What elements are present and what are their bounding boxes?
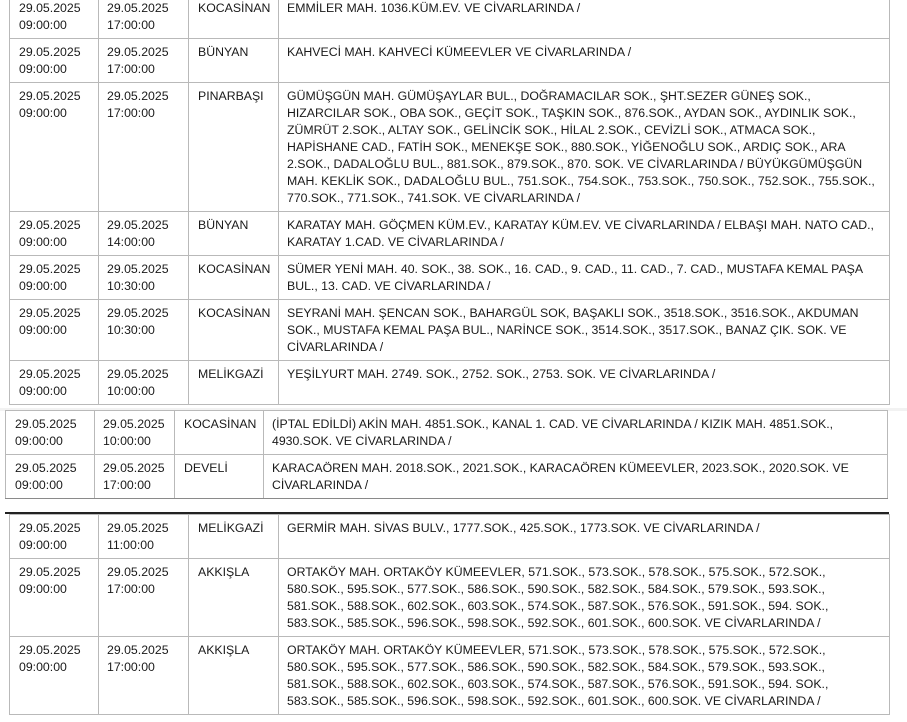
district-cell: KOCASİNAN	[189, 0, 279, 39]
end-date: 29.05.2025	[107, 367, 169, 381]
end-time: 17:00:00	[107, 106, 155, 120]
table-row	[10, 637, 890, 715]
start-cell	[10, 637, 99, 715]
start-time: 09:00:00	[19, 106, 67, 120]
address-cell: KARACAÖREN MAH. 2018.SOK., 2021.SOK., KARACAÖREN KÜMEEVLER, 2023.SOK., 2020.SOK. VE CİVARLARINDA /	[264, 455, 888, 499]
address-cell: YEŞİLYURT MAH. 2749. SOK., 2752. SOK., 2753. SOK. VE CİVARLARINDA /	[279, 361, 890, 405]
district-cell: KOCASİNAN	[189, 300, 279, 361]
end-date: 29.05.2025	[103, 461, 165, 475]
table-row	[10, 559, 890, 637]
district-cell: AKKIŞLA	[189, 559, 279, 637]
end-date: 29.05.2025	[107, 89, 169, 103]
start-date: 29.05.2025	[15, 417, 77, 431]
end-cell	[95, 455, 175, 499]
address-cell: KAHVECİ MAH. KAHVECİ KÜMEEVLER VE CİVARLARINDA /	[279, 39, 890, 83]
end-cell	[99, 637, 189, 715]
table-row	[10, 39, 890, 83]
start-date: 29.05.2025	[19, 218, 81, 232]
end-time: 10:00:00	[103, 434, 151, 448]
end-cell	[99, 361, 189, 405]
start-time: 09:00:00	[19, 582, 67, 596]
end-time: 17:00:00	[107, 62, 155, 76]
end-cell	[99, 256, 189, 300]
end-date: 29.05.2025	[107, 1, 169, 15]
start-cell	[10, 39, 99, 83]
table-row	[6, 411, 888, 455]
start-cell	[10, 83, 99, 212]
district-cell: BÜNYAN	[189, 212, 279, 256]
end-date: 29.05.2025	[107, 262, 169, 276]
end-cell	[99, 559, 189, 637]
address-cell: KARATAY MAH. GÖÇMEN KÜM.EV., KARATAY KÜM.EV. VE CİVARLARINDA / ELBAŞI MAH. NATO CAD., KARATAY 1.CAD. VE CİVARLARINDA /	[279, 212, 890, 256]
end-cell	[99, 300, 189, 361]
district-cell: KOCASİNAN	[189, 256, 279, 300]
start-cell	[10, 361, 99, 405]
table-row	[10, 0, 890, 39]
address-cell: GERMİR MAH. SİVAS BULV., 1777.SOK., 425.SOK., 1773.SOK. VE CİVARLARINDA /	[279, 515, 890, 559]
end-cell	[95, 411, 175, 455]
end-time: 10:30:00	[107, 279, 155, 293]
end-date: 29.05.2025	[107, 218, 169, 232]
end-date: 29.05.2025	[107, 45, 169, 59]
start-time: 09:00:00	[19, 18, 67, 32]
end-date: 29.05.2025	[107, 643, 169, 657]
end-cell	[99, 212, 189, 256]
start-time: 09:00:00	[19, 323, 67, 337]
district-cell: DEVELİ	[175, 455, 264, 499]
address-cell: (İPTAL EDİLDİ) AKİN MAH. 4851.SOK., KANAL 1. CAD. VE CİVARLARINDA / KIZIK MAH. 4851.SOK., 4930.SOK. VE CİVARLARINDA /	[264, 411, 888, 455]
table-row	[6, 455, 888, 499]
start-time: 09:00:00	[19, 62, 67, 76]
start-date: 29.05.2025	[15, 461, 77, 475]
address-cell: GÜMÜŞGÜN MAH. GÜMÜŞAYLAR BUL., DOĞRAMACILAR SOK., ŞHT.SEZER GÜNEŞ SOK., HIZARCILAR SOK., OBA SOK., GEÇİT SOK., TAŞKIN SOK., 876.SOK., AYDAN SOK., AYDINLIK SOK., ZÜMRÜT 2.SOK., ALTAY SOK., GELİNCİK SOK., HİLAL 2.SOK., CEVİZLİ SOK., ATMACA SOK., HAPİSHANE CAD., FATİH SOK., MENEKŞE SOK., 880.SOK., YİĞENOĞLU SOK., ARDIÇ SOK., ARA 2.SOK., DADALOĞLU BUL., 881.SOK., 879.SOK., 870. SOK. VE CİVARLARINDA / BÜYÜKGÜMÜŞGÜN MAH. KEKLİK SOK., DADALOĞLU BUL., 751.SOK., 754.SOK., 753.SOK., 750.SOK., 752.SOK., 755.SOK., 770.SOK., 771.SOK., 741.SOK. VE CİVARLARINDA /	[279, 83, 890, 212]
start-date: 29.05.2025	[19, 45, 81, 59]
end-cell	[99, 515, 189, 559]
outage-table-part-2	[5, 410, 888, 499]
district-cell: KOCASİNAN	[175, 411, 264, 455]
end-time: 17:00:00	[107, 582, 155, 596]
start-date: 29.05.2025	[19, 306, 81, 320]
table-row	[10, 83, 890, 212]
start-date: 29.05.2025	[19, 521, 81, 535]
end-time: 10:00:00	[107, 384, 155, 398]
end-date: 29.05.2025	[103, 417, 165, 431]
outage-table-part-1	[9, 0, 890, 405]
address-cell: SÜMER YENİ MAH. 40. SOK., 38. SOK., 16. CAD., 9. CAD., 11. CAD., 7. CAD., MUSTAFA KEMAL PAŞA BUL., 13. CAD. VE CİVARLARINDA /	[279, 256, 890, 300]
address-cell: ORTAKÖY MAH. ORTAKÖY KÜMEEVLER, 571.SOK., 573.SOK., 578.SOK., 575.SOK., 572.SOK., 580.SOK., 595.SOK., 577.SOK., 586.SOK., 590.SOK., 582.SOK., 584.SOK., 579.SOK., 593.SOK., 581.SOK., 588.SOK., 602.SOK., 603.SOK., 574.SOK., 587.SOK., 576.SOK., 591.SOK., 594. SOK., 583.SOK., 585.SOK., 596.SOK., 598.SOK., 592.SOK., 601.SOK., 600.SOK. VE CİVARLARINDA /	[279, 559, 890, 637]
start-date: 29.05.2025	[19, 643, 81, 657]
start-cell	[6, 411, 95, 455]
start-date: 29.05.2025	[19, 367, 81, 381]
district-cell: AKKIŞLA	[189, 637, 279, 715]
end-cell	[99, 0, 189, 39]
end-time: 14:00:00	[107, 235, 155, 249]
start-time: 09:00:00	[15, 434, 63, 448]
start-time: 09:00:00	[19, 384, 67, 398]
start-time: 09:00:00	[19, 235, 67, 249]
end-cell	[99, 39, 189, 83]
table-row	[10, 256, 890, 300]
start-cell	[10, 256, 99, 300]
end-time: 17:00:00	[107, 18, 155, 32]
address-cell: SEYRANİ MAH. ŞENCAN SOK., BAHARGÜL SOK, BAŞAKLI SOK., 3518.SOK., 3516.SOK., AKDUMAN SOK., MUSTAFA KEMAL PAŞA BUL., NARİNCE SOK., 3514.SOK., 3517.SOK., BANAZ ÇIK. SOK. VE CİVARLARINDA /	[279, 300, 890, 361]
start-time: 09:00:00	[15, 478, 63, 492]
end-date: 29.05.2025	[107, 306, 169, 320]
table-row	[10, 515, 890, 559]
outage-table-part-3	[9, 514, 890, 715]
district-cell: MELİKGAZİ	[189, 515, 279, 559]
end-time: 10:30:00	[107, 323, 155, 337]
table-row	[10, 361, 890, 405]
start-date: 29.05.2025	[19, 565, 81, 579]
start-time: 09:00:00	[19, 660, 67, 674]
start-cell	[10, 300, 99, 361]
end-time: 11:00:00	[107, 538, 154, 552]
end-time: 17:00:00	[103, 478, 151, 492]
end-date: 29.05.2025	[107, 521, 169, 535]
start-date: 29.05.2025	[19, 89, 81, 103]
end-cell	[99, 83, 189, 212]
table-row	[10, 300, 890, 361]
start-cell	[10, 212, 99, 256]
end-date: 29.05.2025	[107, 565, 169, 579]
start-date: 29.05.2025	[19, 1, 81, 15]
start-cell	[10, 0, 99, 39]
district-cell: MELİKGAZİ	[189, 361, 279, 405]
start-cell	[6, 455, 95, 499]
start-cell	[10, 515, 99, 559]
end-time: 17:00:00	[107, 660, 155, 674]
address-cell: EMMİLER MAH. 1036.KÜM.EV. VE CİVARLARINDA /	[279, 0, 890, 39]
district-cell: PINARBAŞI	[189, 83, 279, 212]
start-cell	[10, 559, 99, 637]
start-time: 09:00:00	[19, 538, 67, 552]
table-row	[10, 212, 890, 256]
start-date: 29.05.2025	[19, 262, 81, 276]
district-cell: BÜNYAN	[189, 39, 279, 83]
start-time: 09:00:00	[19, 279, 67, 293]
address-cell: ORTAKÖY MAH. ORTAKÖY KÜMEEVLER, 571.SOK., 573.SOK., 578.SOK., 575.SOK., 572.SOK., 580.SOK., 595.SOK., 577.SOK., 586.SOK., 590.SOK., 582.SOK., 584.SOK., 579.SOK., 593.SOK., 581.SOK., 588.SOK., 602.SOK., 603.SOK., 574.SOK., 587.SOK., 576.SOK., 591.SOK., 594. SOK., 583.SOK., 585.SOK., 596.SOK., 598.SOK., 592.SOK., 601.SOK., 600.SOK. VE CİVARLARINDA /	[279, 637, 890, 715]
